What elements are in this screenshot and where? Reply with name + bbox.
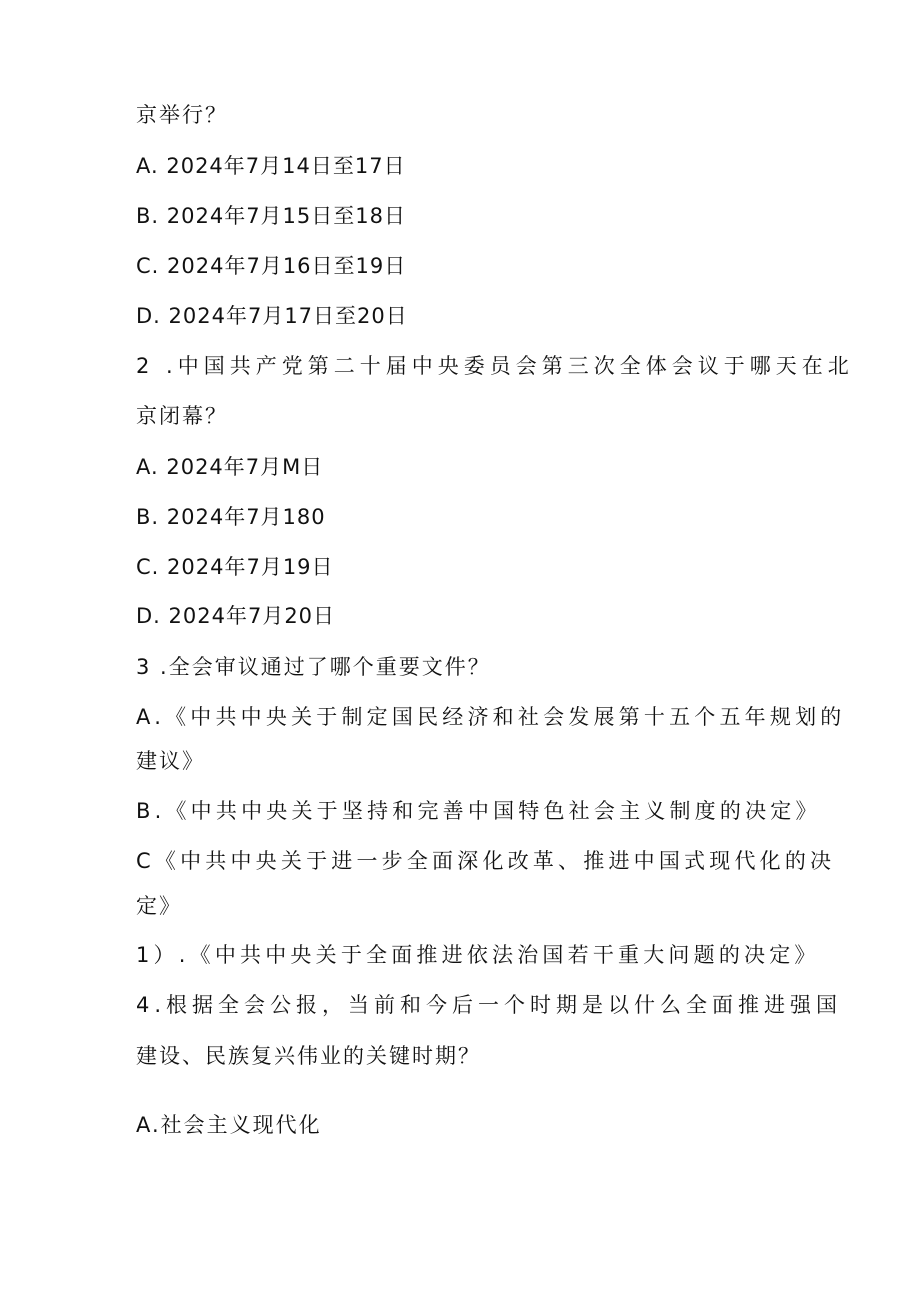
text-line: 定》 bbox=[136, 894, 182, 918]
option-line: 1）.《中共中央关于全面推进依法治国若干重大问题的决定》 bbox=[136, 943, 820, 967]
option-line: B. 2024年7月180 bbox=[136, 505, 326, 529]
option-line: A.社会主义现代化 bbox=[136, 1113, 322, 1137]
option-line: C《中共中央关于进一步全面深化改革、推进中国式现代化的决 bbox=[136, 849, 836, 873]
option-line: A. 2024年7月M日 bbox=[136, 455, 324, 479]
question-line: 2 .中国共产党第二十届中央委员会第三次全体会议于哪天在北 bbox=[136, 354, 854, 378]
option-line: B. 2024年7月15日至18日 bbox=[136, 204, 407, 228]
question-line: 4.根据全会公报，当前和今后一个时期是以什么全面推进强国 bbox=[136, 993, 843, 1017]
option-line: A. 2024年7月14日至17日 bbox=[136, 154, 406, 178]
text-line: 京闭幕？ bbox=[136, 404, 228, 428]
text-line: 京举行？ bbox=[136, 103, 228, 127]
option-line: D. 2024年7月20日 bbox=[136, 604, 336, 628]
option-line: A.《中共中央关于制定国民经济和社会发展第十五个五年规划的 bbox=[136, 705, 846, 729]
text-line: 建议》 bbox=[136, 749, 205, 773]
question-line: 3 .全会审议通过了哪个重要文件？ bbox=[136, 655, 491, 679]
option-line: C. 2024年7月19日 bbox=[136, 555, 334, 579]
option-line: D. 2024年7月17日至20日 bbox=[136, 304, 408, 328]
option-line: B.《中共中央关于坚持和完善中国特色社会主义制度的决定》 bbox=[136, 799, 821, 823]
option-line: C. 2024年7月16日至19日 bbox=[136, 254, 407, 278]
text-line: 建设、民族复兴伟业的关键时期？ bbox=[136, 1044, 481, 1068]
